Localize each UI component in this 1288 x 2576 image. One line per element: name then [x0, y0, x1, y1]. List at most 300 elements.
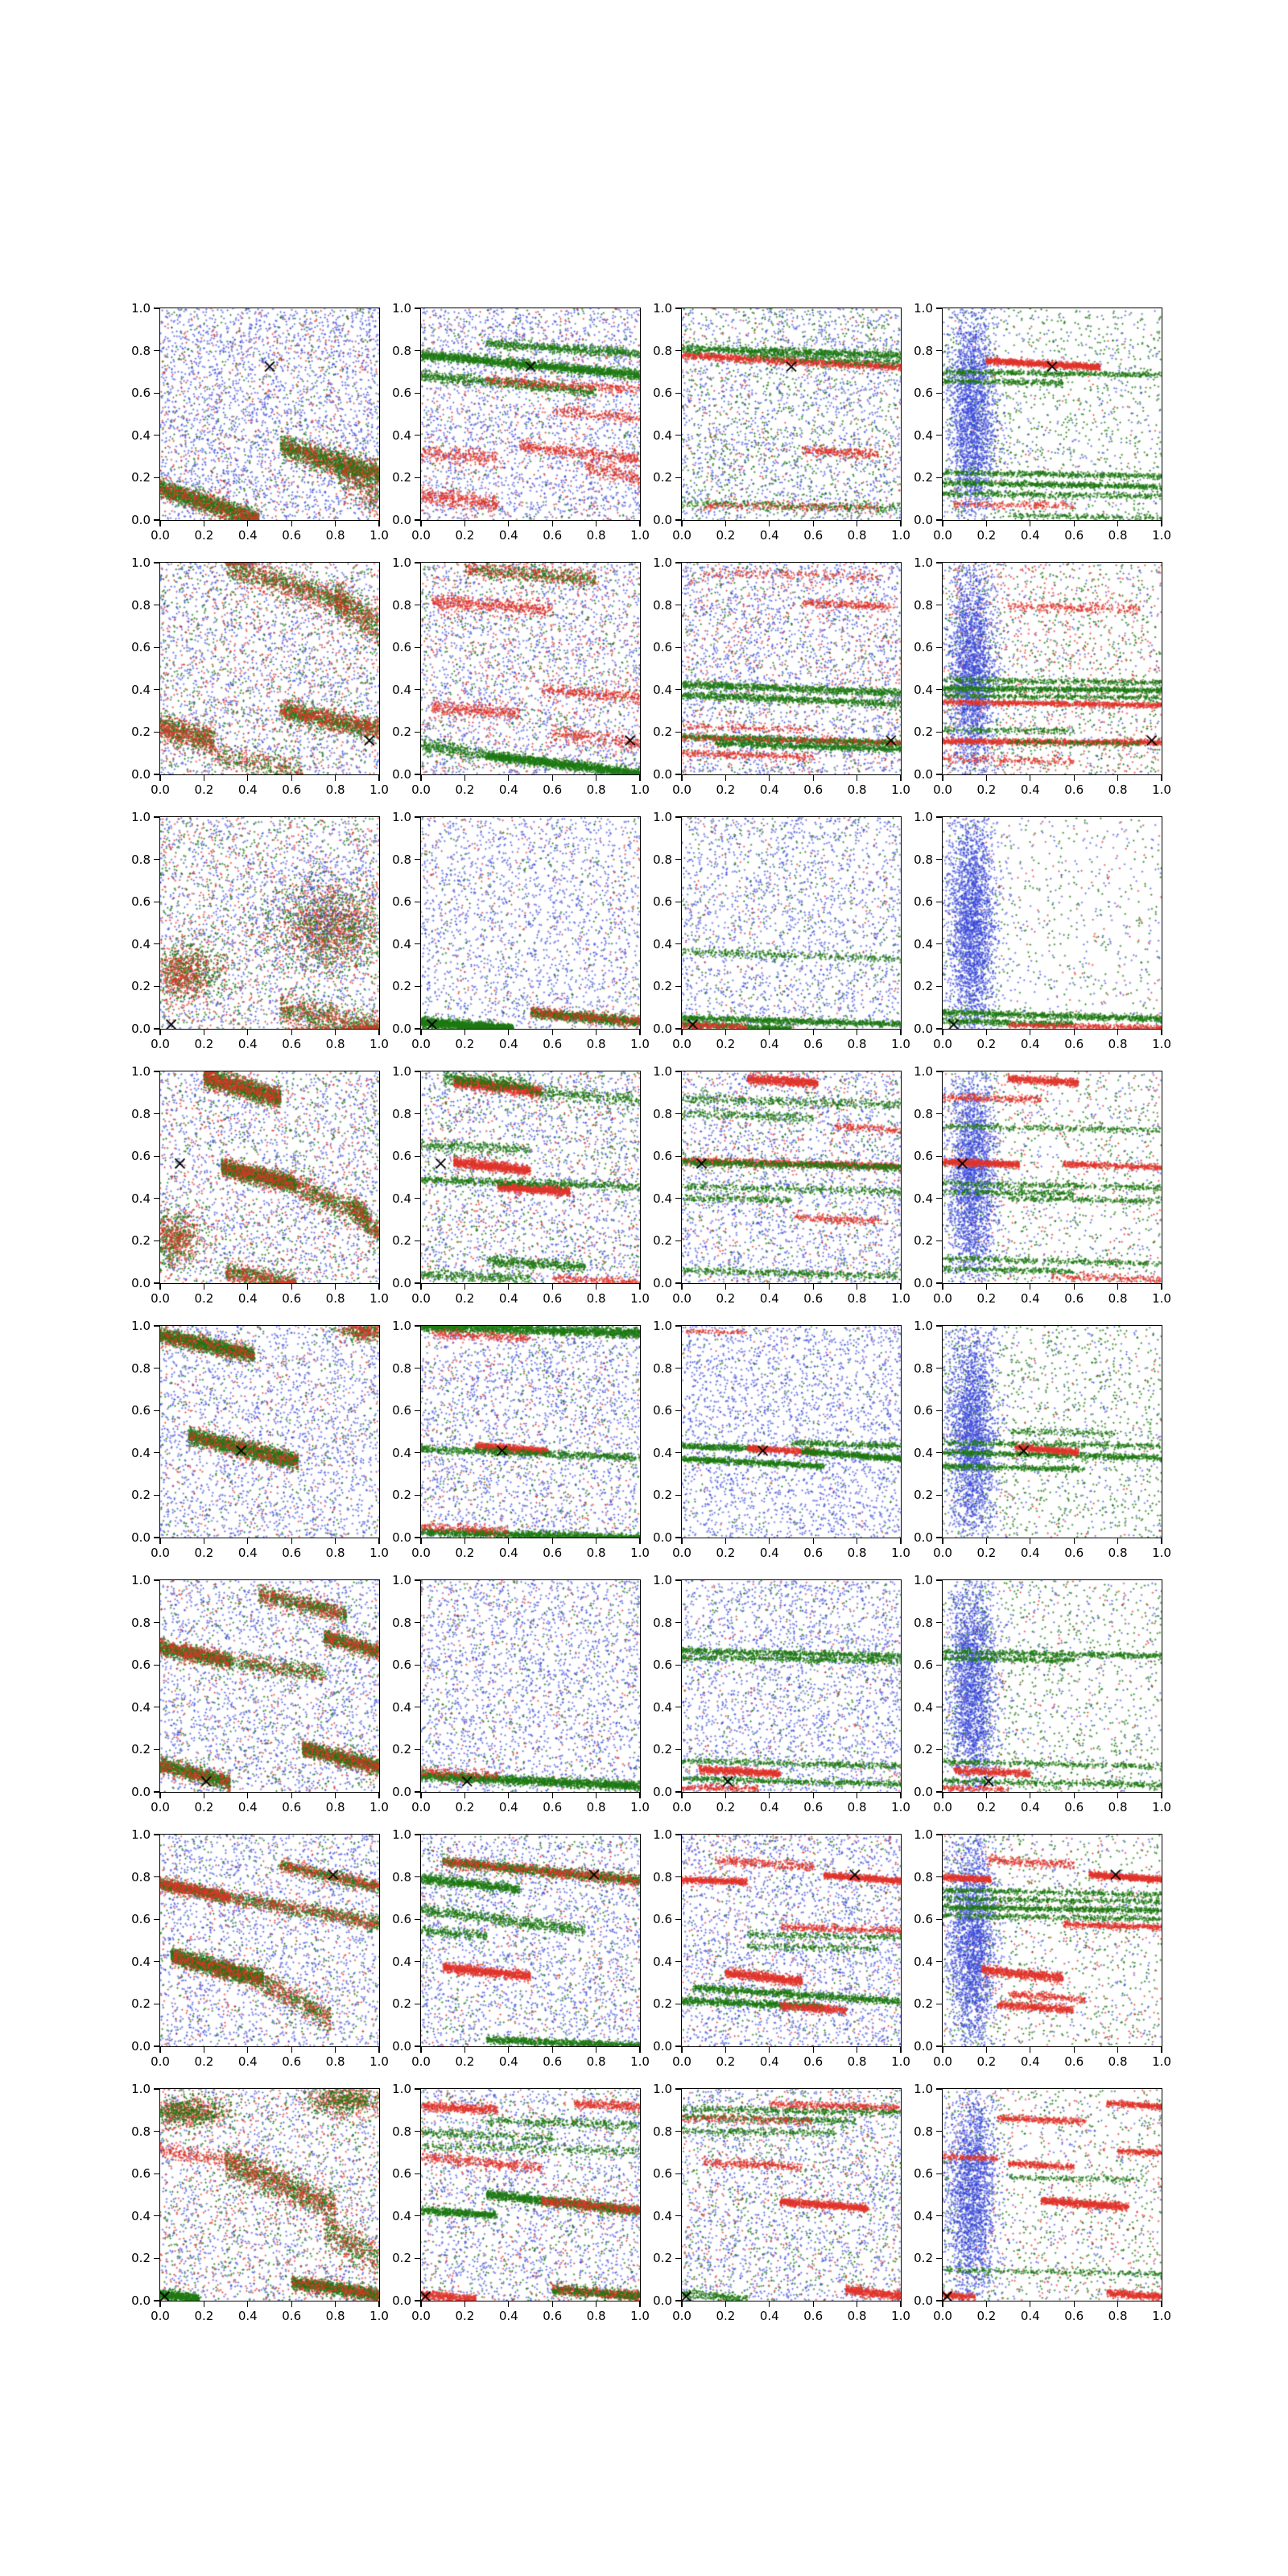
- y-tick-label: 0.4: [653, 2208, 672, 2223]
- x-tick-label: 0.4: [237, 1037, 258, 1051]
- y-tick-mark: [154, 1579, 159, 1580]
- x-tick-mark: [464, 521, 465, 526]
- scatter-panel-r3c4: [914, 810, 1171, 1051]
- y-tick-label: 0.4: [392, 2208, 411, 2223]
- scatter-canvas: [682, 817, 901, 1029]
- y-tick-mark: [154, 689, 159, 690]
- x-tick-mark: [1074, 1030, 1075, 1035]
- x-tick-label: 1.0: [891, 528, 910, 543]
- x-tick-mark: [596, 1284, 597, 1290]
- y-tick-label: 0.6: [131, 2166, 151, 2182]
- y-tick-label: 1.0: [914, 1319, 933, 1333]
- x-tick-mark: [1074, 2301, 1075, 2307]
- x-tick-label: 1.0: [891, 1800, 910, 1814]
- y-tick-label: 0.8: [653, 343, 672, 358]
- y-tick-mark: [936, 2215, 942, 2216]
- x-tick-label: 0.4: [1020, 528, 1040, 543]
- y-tick-label: 0.0: [392, 2293, 411, 2308]
- x-tick-mark: [420, 2047, 421, 2053]
- x-tick-mark: [291, 1284, 292, 1290]
- scatter-canvas: [682, 1580, 901, 1792]
- scatter-panel-r2c4: [914, 555, 1171, 797]
- y-tick-label: 0.4: [653, 427, 672, 443]
- y-tick-label: 0.4: [392, 427, 411, 443]
- x-tick-mark: [1117, 1793, 1118, 1798]
- x-tick-label: 0.4: [498, 1291, 518, 1306]
- x-tick-mark: [681, 1538, 682, 1544]
- y-tick-label: 0.0: [914, 1276, 933, 1290]
- y-tick-label: 1.0: [392, 1319, 411, 1333]
- x-tick-mark: [986, 2301, 987, 2307]
- x-tick-label: 0.0: [151, 1291, 170, 1306]
- y-tick-label: 0.8: [131, 852, 151, 867]
- y-tick-label: 1.0: [653, 1319, 672, 1333]
- x-tick-mark: [681, 2301, 682, 2307]
- x-tick-label: 1.0: [630, 2054, 650, 2069]
- x-tick-label: 0.0: [411, 1800, 431, 1814]
- x-tick-mark: [681, 775, 682, 781]
- x-tick-label: 1.0: [630, 1546, 650, 1560]
- x-tick-mark: [681, 1284, 682, 1290]
- y-tick-mark: [675, 1665, 681, 1666]
- y-tick-label: 1.0: [653, 2082, 672, 2096]
- x-tick-label: 1.0: [369, 2309, 389, 2323]
- x-tick-label: 0.4: [237, 1800, 258, 1814]
- y-tick-label: 0.0: [914, 2293, 933, 2308]
- scatter-panel-r4c2: [392, 1064, 650, 1306]
- x-tick-label: 0.6: [282, 528, 302, 543]
- x-tick-mark: [378, 521, 379, 526]
- x-tick-label: 0.8: [586, 528, 606, 543]
- x-tick-mark: [159, 2301, 160, 2307]
- y-tick-label: 0.6: [914, 2166, 933, 2182]
- y-tick-label: 0.0: [131, 1785, 151, 1799]
- y-tick-mark: [936, 1325, 942, 1326]
- y-tick-label: 0.2: [914, 979, 933, 994]
- x-tick-label: 0.4: [498, 528, 518, 543]
- y-tick-mark: [936, 435, 942, 436]
- x-tick-mark: [335, 1793, 336, 1798]
- y-tick-mark: [154, 986, 159, 987]
- y-tick-label: 0.6: [131, 1403, 151, 1418]
- scatter-canvas: [943, 1326, 1162, 1538]
- y-tick-label: 0.4: [131, 427, 151, 443]
- x-tick-mark: [900, 1538, 901, 1544]
- x-tick-label: 0.6: [282, 1037, 302, 1051]
- x-tick-label: 0.4: [237, 1291, 258, 1306]
- y-tick-label: 0.0: [914, 1785, 933, 1799]
- y-tick-label: 1.0: [131, 810, 151, 824]
- y-tick-mark: [415, 1495, 420, 1496]
- y-tick-mark: [675, 986, 681, 987]
- y-tick-mark: [415, 1156, 420, 1157]
- x-tick-label: 0.4: [498, 1800, 518, 1814]
- x-tick-mark: [1161, 521, 1162, 526]
- y-tick-label: 0.6: [392, 1912, 411, 1927]
- y-tick-mark: [415, 1282, 420, 1283]
- y-tick-label: 1.0: [653, 1827, 672, 1842]
- scatter-panel-r8c4: [914, 2082, 1171, 2323]
- x-tick-mark: [1117, 1284, 1118, 1290]
- y-tick-label: 0.6: [131, 1149, 151, 1164]
- x-tick-mark: [769, 1030, 770, 1035]
- x-tick-mark: [1117, 2047, 1118, 2053]
- y-tick-label: 1.0: [914, 301, 933, 316]
- x-tick-mark: [900, 775, 901, 781]
- y-tick-label: 0.4: [914, 682, 933, 697]
- x-tick-mark: [639, 775, 640, 781]
- y-tick-mark: [675, 1198, 681, 1199]
- x-tick-mark: [942, 1284, 943, 1290]
- y-tick-mark: [936, 477, 942, 478]
- y-tick-mark: [675, 1282, 681, 1283]
- x-tick-mark: [247, 775, 248, 781]
- y-tick-mark: [154, 1198, 159, 1199]
- y-tick-mark: [415, 519, 420, 520]
- y-tick-mark: [154, 1749, 159, 1750]
- y-tick-label: 0.0: [131, 1276, 151, 1290]
- x-tick-mark: [639, 1284, 640, 1290]
- x-tick-label: 1.0: [369, 1037, 389, 1051]
- x-tick-mark: [681, 1793, 682, 1798]
- y-tick-label: 1.0: [392, 810, 411, 824]
- x-tick-label: 0.2: [716, 1291, 736, 1306]
- y-tick-label: 0.8: [131, 2124, 151, 2139]
- y-tick-mark: [154, 859, 159, 860]
- x-tick-label: 0.2: [976, 1037, 997, 1051]
- y-tick-mark: [936, 1495, 942, 1496]
- y-tick-label: 0.2: [131, 2251, 151, 2266]
- y-tick-label: 0.4: [131, 1445, 151, 1460]
- y-tick-label: 0.4: [131, 936, 151, 952]
- scatter-panel-r6c1: [131, 1573, 389, 1814]
- x-tick-label: 1.0: [1152, 1800, 1171, 1814]
- x-tick-mark: [1074, 775, 1075, 781]
- y-tick-label: 1.0: [653, 810, 672, 824]
- y-tick-label: 0.4: [131, 682, 151, 697]
- x-tick-label: 0.2: [194, 2054, 214, 2069]
- y-tick-mark: [675, 1537, 681, 1538]
- x-tick-mark: [508, 1793, 509, 1798]
- y-tick-label: 1.0: [653, 1573, 672, 1587]
- x-tick-label: 0.0: [411, 2054, 431, 2069]
- y-tick-label: 0.0: [653, 1530, 672, 1545]
- y-tick-label: 0.8: [653, 1615, 672, 1630]
- x-tick-label: 0.2: [194, 782, 214, 797]
- x-tick-label: 0.8: [325, 528, 345, 543]
- x-tick-mark: [986, 1538, 987, 1544]
- x-tick-mark: [1117, 521, 1118, 526]
- x-tick-mark: [900, 1030, 901, 1035]
- y-tick-mark: [415, 2300, 420, 2301]
- y-tick-label: 0.0: [131, 513, 151, 527]
- x-tick-label: 0.6: [1064, 1291, 1084, 1306]
- scatter-canvas: [682, 2089, 901, 2301]
- y-tick-mark: [154, 1876, 159, 1877]
- x-tick-label: 0.2: [976, 782, 997, 797]
- y-tick-label: 0.8: [914, 1869, 933, 1885]
- y-tick-mark: [154, 1791, 159, 1792]
- y-tick-mark: [415, 689, 420, 690]
- y-tick-label: 0.0: [914, 513, 933, 527]
- y-tick-mark: [675, 1749, 681, 1750]
- y-tick-label: 0.4: [392, 682, 411, 697]
- x-tick-label: 0.6: [803, 1800, 824, 1814]
- x-tick-label: 0.8: [325, 2309, 345, 2323]
- x-tick-label: 0.0: [411, 1037, 431, 1051]
- y-tick-mark: [936, 1665, 942, 1666]
- x-tick-mark: [378, 1538, 379, 1544]
- x-tick-label: 0.6: [543, 2054, 563, 2069]
- y-tick-mark: [154, 519, 159, 520]
- y-tick-label: 0.8: [392, 1615, 411, 1630]
- y-tick-mark: [675, 2215, 681, 2216]
- x-tick-mark: [335, 2301, 336, 2307]
- scatter-panel-r4c1: [131, 1064, 389, 1306]
- x-tick-mark: [681, 521, 682, 526]
- scatter-canvas: [160, 1326, 379, 1538]
- y-tick-mark: [415, 1876, 420, 1877]
- x-tick-mark: [942, 1538, 943, 1544]
- y-tick-mark: [415, 986, 420, 987]
- y-tick-label: 0.4: [914, 427, 933, 443]
- x-tick-mark: [1074, 2047, 1075, 2053]
- x-tick-label: 0.8: [586, 1800, 606, 1814]
- y-tick-label: 0.6: [392, 2166, 411, 2182]
- y-tick-label: 0.6: [653, 1403, 672, 1418]
- x-tick-label: 0.8: [325, 1037, 345, 1051]
- x-tick-mark: [552, 1793, 553, 1798]
- y-tick-mark: [154, 1665, 159, 1666]
- x-tick-label: 0.6: [803, 1291, 824, 1306]
- y-tick-label: 0.2: [392, 724, 411, 740]
- y-tick-label: 0.4: [914, 2208, 933, 2223]
- x-tick-mark: [552, 2301, 553, 2307]
- x-tick-mark: [159, 521, 160, 526]
- x-tick-mark: [159, 2047, 160, 2053]
- scatter-panel-r2c2: [392, 555, 650, 797]
- x-tick-mark: [247, 521, 248, 526]
- x-tick-mark: [900, 1793, 901, 1798]
- x-tick-mark: [769, 775, 770, 781]
- x-tick-label: 0.8: [847, 1291, 867, 1306]
- y-tick-label: 0.2: [131, 1742, 151, 1757]
- y-tick-mark: [154, 1834, 159, 1835]
- y-tick-mark: [675, 732, 681, 733]
- y-tick-mark: [154, 1282, 159, 1283]
- x-tick-label: 0.8: [847, 1037, 867, 1051]
- y-tick-label: 0.8: [392, 597, 411, 613]
- y-tick-label: 0.0: [392, 513, 411, 527]
- y-tick-mark: [936, 2088, 942, 2089]
- x-tick-mark: [378, 1284, 379, 1290]
- x-tick-label: 0.2: [194, 1037, 214, 1051]
- x-tick-label: 0.2: [716, 2054, 736, 2069]
- x-tick-mark: [464, 1793, 465, 1798]
- y-tick-mark: [415, 943, 420, 944]
- x-tick-label: 0.0: [933, 1800, 952, 1814]
- x-tick-mark: [159, 1284, 160, 1290]
- y-tick-label: 0.4: [131, 1954, 151, 1969]
- x-tick-label: 0.8: [847, 528, 867, 543]
- y-tick-mark: [154, 816, 159, 817]
- x-tick-mark: [335, 521, 336, 526]
- y-tick-mark: [415, 816, 420, 817]
- x-tick-mark: [1161, 2301, 1162, 2307]
- y-tick-mark: [936, 732, 942, 733]
- x-tick-mark: [247, 1284, 248, 1290]
- x-tick-label: 0.0: [672, 1546, 691, 1560]
- x-tick-label: 1.0: [369, 528, 389, 543]
- x-tick-label: 0.0: [933, 2054, 952, 2069]
- x-tick-label: 0.4: [1020, 2309, 1040, 2323]
- x-tick-mark: [900, 1284, 901, 1290]
- x-tick-label: 0.2: [976, 2309, 997, 2323]
- scatter-canvas: [682, 308, 901, 520]
- y-tick-mark: [415, 732, 420, 733]
- x-tick-mark: [769, 1284, 770, 1290]
- scatter-canvas: [943, 1835, 1162, 2046]
- y-tick-label: 1.0: [131, 2082, 151, 2096]
- x-tick-label: 0.4: [498, 1546, 518, 1560]
- x-tick-label: 0.6: [282, 2054, 302, 2069]
- x-tick-label: 0.4: [1020, 1546, 1040, 1560]
- x-tick-mark: [420, 521, 421, 526]
- scatter-canvas: [682, 1071, 901, 1283]
- y-tick-mark: [415, 477, 420, 478]
- y-tick-label: 0.0: [914, 2039, 933, 2054]
- y-tick-label: 0.2: [653, 724, 672, 740]
- x-tick-mark: [159, 1030, 160, 1035]
- y-tick-label: 0.2: [653, 1742, 672, 1757]
- y-tick-label: 1.0: [392, 1573, 411, 1587]
- y-tick-label: 0.4: [131, 2208, 151, 2223]
- y-tick-label: 0.2: [392, 1742, 411, 1757]
- y-tick-mark: [675, 943, 681, 944]
- x-tick-mark: [596, 775, 597, 781]
- y-tick-mark: [936, 986, 942, 987]
- x-tick-label: 0.2: [194, 528, 214, 543]
- y-tick-label: 0.8: [653, 597, 672, 613]
- y-tick-label: 0.8: [392, 2124, 411, 2139]
- scatter-panel-r4c3: [653, 1064, 910, 1306]
- x-tick-mark: [1161, 1030, 1162, 1035]
- x-tick-mark: [1074, 1284, 1075, 1290]
- x-tick-label: 0.2: [455, 1546, 475, 1560]
- x-tick-mark: [725, 1284, 726, 1290]
- x-tick-label: 0.2: [455, 782, 475, 797]
- x-tick-label: 1.0: [1152, 2054, 1171, 2069]
- x-tick-label: 1.0: [630, 2309, 650, 2323]
- x-tick-mark: [639, 2301, 640, 2307]
- y-tick-label: 0.2: [131, 979, 151, 994]
- x-tick-mark: [596, 521, 597, 526]
- y-tick-mark: [415, 350, 420, 351]
- x-tick-mark: [159, 1793, 160, 1798]
- y-tick-label: 0.2: [914, 2251, 933, 2266]
- y-tick-label: 0.4: [131, 1699, 151, 1715]
- y-tick-label: 0.8: [914, 597, 933, 613]
- y-tick-label: 0.8: [392, 1106, 411, 1121]
- scatter-panel-r7c3: [653, 1827, 910, 2069]
- x-tick-label: 0.2: [976, 1800, 997, 1814]
- scatter-panel-r7c1: [131, 1827, 389, 2069]
- x-tick-mark: [464, 1538, 465, 1544]
- scatter-panel-r4c4: [914, 1064, 1171, 1306]
- x-tick-mark: [942, 1793, 943, 1798]
- x-tick-label: 0.8: [1108, 1037, 1128, 1051]
- x-tick-label: 0.6: [803, 1037, 824, 1051]
- y-tick-mark: [154, 1156, 159, 1157]
- y-tick-mark: [675, 435, 681, 436]
- y-tick-mark: [675, 647, 681, 648]
- y-tick-mark: [936, 943, 942, 944]
- y-tick-label: 0.0: [653, 1022, 672, 1036]
- y-tick-mark: [675, 1325, 681, 1326]
- x-tick-label: 0.8: [325, 1291, 345, 1306]
- x-tick-mark: [986, 775, 987, 781]
- y-tick-label: 0.6: [131, 640, 151, 655]
- x-tick-label: 0.6: [282, 1546, 302, 1560]
- x-tick-label: 0.6: [543, 2309, 563, 2323]
- x-tick-label: 0.6: [1064, 1037, 1084, 1051]
- y-tick-mark: [154, 2300, 159, 2301]
- x-tick-label: 0.0: [933, 1546, 952, 1560]
- x-tick-mark: [986, 1793, 987, 1798]
- y-tick-mark: [936, 1791, 942, 1792]
- y-tick-label: 0.2: [131, 1233, 151, 1249]
- y-tick-mark: [154, 2215, 159, 2216]
- x-tick-mark: [813, 1793, 814, 1798]
- y-tick-label: 0.2: [653, 1488, 672, 1503]
- y-tick-mark: [936, 1961, 942, 1962]
- x-tick-label: 1.0: [369, 1800, 389, 1814]
- y-tick-label: 0.6: [131, 894, 151, 910]
- x-tick-label: 0.8: [586, 1291, 606, 1306]
- x-tick-label: 0.6: [1064, 528, 1084, 543]
- y-tick-mark: [675, 1113, 681, 1114]
- y-tick-label: 0.2: [914, 1233, 933, 1249]
- x-tick-mark: [725, 1793, 726, 1798]
- x-tick-label: 0.0: [933, 528, 952, 543]
- y-tick-mark: [154, 1622, 159, 1623]
- y-tick-mark: [675, 1028, 681, 1029]
- y-tick-label: 0.2: [131, 1996, 151, 2012]
- y-tick-label: 0.0: [131, 1530, 151, 1545]
- y-tick-mark: [415, 1961, 420, 1962]
- y-tick-label: 0.4: [914, 1191, 933, 1206]
- x-tick-mark: [552, 1030, 553, 1035]
- x-tick-label: 0.0: [151, 2309, 170, 2323]
- y-tick-mark: [415, 647, 420, 648]
- y-tick-mark: [154, 943, 159, 944]
- y-tick-label: 0.8: [131, 1615, 151, 1630]
- scatter-canvas: [421, 817, 640, 1029]
- x-tick-mark: [942, 521, 943, 526]
- x-tick-label: 0.6: [543, 782, 563, 797]
- x-tick-label: 0.0: [411, 1291, 431, 1306]
- scatter-panel-r3c2: [392, 810, 650, 1051]
- x-tick-label: 0.0: [672, 2054, 691, 2069]
- x-tick-mark: [725, 1538, 726, 1544]
- x-tick-label: 0.2: [194, 1291, 214, 1306]
- y-tick-label: 0.6: [653, 640, 672, 655]
- y-tick-label: 0.0: [131, 767, 151, 782]
- x-tick-label: 0.4: [759, 1800, 779, 1814]
- x-tick-mark: [942, 775, 943, 781]
- y-tick-label: 0.2: [392, 470, 411, 485]
- x-tick-mark: [1161, 1284, 1162, 1290]
